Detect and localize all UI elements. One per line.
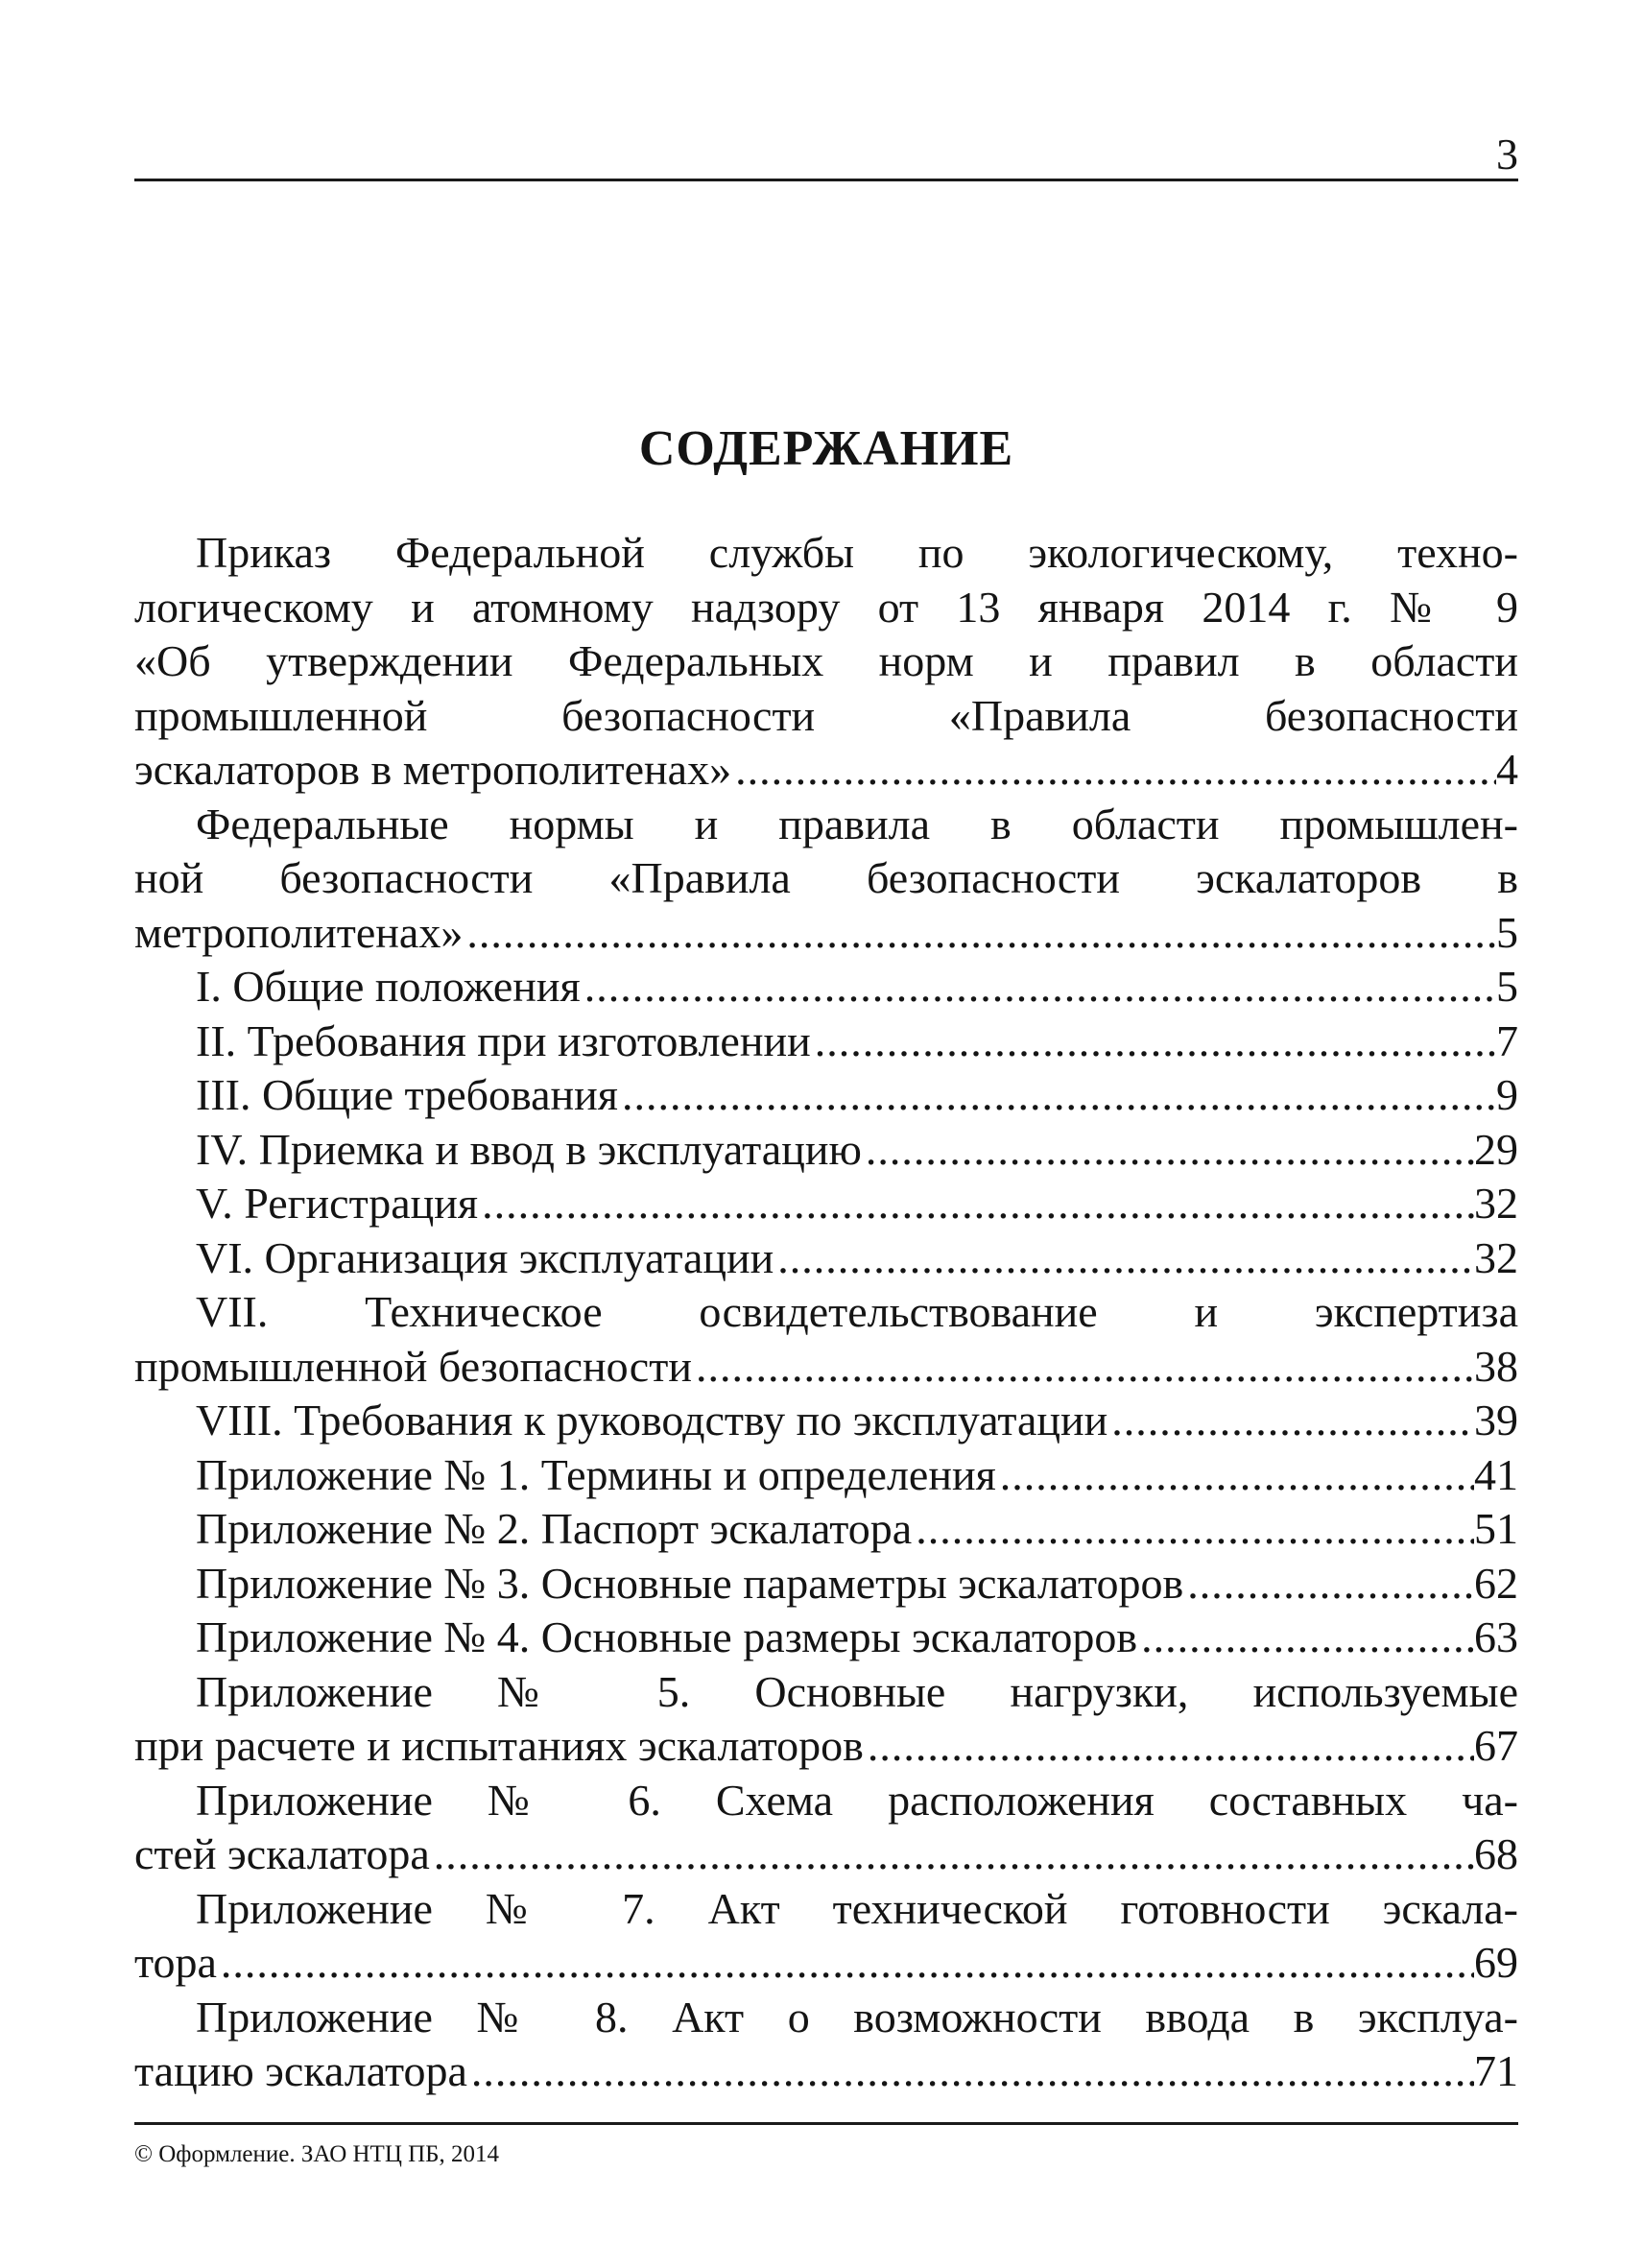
toc-entry-last-line: [134, 960, 1518, 1015]
toc-entry: [134, 1177, 1518, 1231]
dot-leader: [774, 1231, 1474, 1286]
toc-entry: [134, 1611, 1518, 1665]
toc-entry: [134, 1557, 1518, 1611]
toc-entry-text: Федеральные нормы и правила в области промышлен-: [196, 799, 1518, 848]
table-of-contents: [134, 526, 1518, 2099]
toc-entry-text: тацию эскалатора: [134, 2046, 467, 2095]
toc-entry-text: Приложение № 6. Схема расположения составных ча-: [196, 1775, 1518, 1825]
toc-page-number: 71: [1474, 2046, 1518, 2095]
page-number: 3: [1496, 130, 1518, 179]
toc-entry: [134, 1015, 1518, 1069]
toc-entry-last-line: [134, 1502, 1518, 1557]
dot-leader: [692, 1340, 1474, 1395]
dot-leader: [467, 2044, 1474, 2099]
dot-leader: [618, 1068, 1496, 1123]
toc-entry-text: «Об утверждении Федеральных норм и правил в области: [134, 636, 1518, 685]
toc-entry-last-line: [134, 1448, 1518, 1503]
toc-entry-text: Приложение № 1. Термины и определения: [196, 1449, 996, 1499]
toc-entry: [134, 1285, 1518, 1394]
toc-entry: [134, 1123, 1518, 1178]
dot-leader: [811, 1015, 1496, 1069]
toc-entry: [134, 1448, 1518, 1503]
toc-entry: [134, 798, 1518, 961]
toc-entry-text: ной безопасности «Правила безопасности эскалаторов в: [134, 853, 1518, 902]
toc-entry-text: Приказ Федеральной службы по экологическому, техно-: [196, 528, 1518, 577]
dot-leader: [217, 1936, 1474, 1991]
toc-entry: [134, 1991, 1518, 2099]
toc-entry-text: логическому и атомному надзору от 13 января 2014 г. № 9: [134, 582, 1518, 632]
toc-entry-text: тора: [134, 1938, 217, 1987]
toc-entry-text: VII. Техническое освидетельствование и экспертиза: [196, 1287, 1518, 1336]
header-rule: [134, 179, 1518, 181]
dot-leader: [1183, 1557, 1474, 1611]
toc-entry-text: III. Общие требования: [196, 1070, 618, 1119]
toc-entry-last-line: [134, 1123, 1518, 1178]
toc-entry-last-line: [134, 1015, 1518, 1069]
toc-page-number: 63: [1474, 1612, 1518, 1661]
toc-entry: [134, 1068, 1518, 1123]
toc-entry-last-line: [134, 906, 1518, 961]
toc-page-number: 9: [1496, 1070, 1518, 1119]
toc-entry-last-line: [134, 1611, 1518, 1665]
dot-leader: [912, 1502, 1474, 1557]
toc-entry-text: VI. Организация эксплуатации: [196, 1232, 774, 1282]
toc-entry: [134, 960, 1518, 1015]
toc-entry: [134, 1882, 1518, 1991]
toc-entry-text: метрополитенах»: [134, 907, 464, 957]
dot-leader: [864, 1719, 1474, 1774]
toc-entry-last-line: [134, 2044, 1518, 2099]
toc-entry: [134, 1394, 1518, 1448]
toc-page-number: 5: [1496, 907, 1518, 957]
toc-entry-last-line: [134, 1340, 1518, 1395]
toc-entry-text: V. Регистрация: [196, 1179, 479, 1228]
dot-leader: [478, 1177, 1474, 1231]
dot-leader: [862, 1123, 1474, 1178]
toc-entry-text: VIII. Требования к руководству по эксплуатации: [196, 1396, 1108, 1444]
toc-entry-last-line: [134, 1394, 1518, 1448]
toc-entry-text: Приложение № 7. Акт технической готовности эскала-: [196, 1883, 1518, 1933]
toc-page-number: 67: [1474, 1721, 1518, 1770]
toc-entry-text: промышленной безопасности «Правила безопасности: [134, 690, 1518, 740]
toc-entry-last-line: [134, 1177, 1518, 1231]
toc-entry-last-line: [134, 1719, 1518, 1774]
toc-entry-text: промышленной безопасности: [134, 1341, 692, 1391]
dot-leader: [996, 1448, 1474, 1503]
toc-page-number: 41: [1474, 1449, 1518, 1499]
toc-entry: [134, 1231, 1518, 1286]
toc-entry: [134, 526, 1518, 798]
footer-rule: [134, 2122, 1518, 2125]
toc-entry: [134, 1502, 1518, 1557]
toc-page-number: 4: [1496, 745, 1518, 794]
toc-entry-text: II. Требования при изготовлении: [196, 1015, 811, 1065]
toc-entry-last-line: [134, 1827, 1518, 1882]
toc-entry-text: IV. Приемка и ввод в эксплуатацию: [196, 1124, 862, 1174]
dot-leader: [1137, 1611, 1474, 1665]
toc-entry-text: при расчете и испытаниях эскалаторов: [134, 1721, 864, 1770]
toc-page-number: 38: [1474, 1341, 1518, 1391]
toc-entry-text: Приложение № 4. Основные размеры эскалаторов: [196, 1612, 1138, 1661]
toc-entry: [134, 1665, 1518, 1774]
dot-leader: [731, 743, 1496, 798]
toc-entry-text: I. Общие положения: [196, 962, 581, 1011]
toc-entry: [134, 1774, 1518, 1882]
footer-copyright: © Оформление. ЗАО НТЦ ПБ, 2014: [134, 2141, 500, 2167]
toc-page-number: 7: [1496, 1015, 1518, 1065]
toc-entry-text: Приложение № 8. Акт о возможности ввода в эксплуа-: [196, 1992, 1518, 2041]
toc-page-number: 51: [1474, 1504, 1518, 1553]
toc-page-number: 29: [1474, 1124, 1518, 1174]
toc-page-number: 62: [1474, 1558, 1518, 1608]
dot-leader: [1107, 1394, 1474, 1448]
toc-entry-text: эскалаторов в метрополитенах»: [134, 745, 732, 794]
toc-page-number: 5: [1496, 962, 1518, 1011]
toc-page-number: 68: [1474, 1829, 1518, 1878]
page-title: СОДЕРЖАНИЕ: [638, 421, 1014, 476]
toc-entry-text: Приложение № 5. Основные нагрузки, используемые: [196, 1666, 1518, 1716]
dot-leader: [581, 960, 1496, 1015]
toc-entry-text: Приложение № 2. Паспорт эскалатора: [196, 1504, 913, 1553]
toc-page-number: 69: [1474, 1938, 1518, 1987]
toc-entry-text: Приложение № 3. Основные параметры эскалаторов: [196, 1558, 1184, 1608]
toc-entry-last-line: [134, 1231, 1518, 1286]
toc-entry-last-line: [134, 1068, 1518, 1123]
toc-entry-last-line: [134, 1557, 1518, 1611]
dot-leader: [463, 906, 1496, 961]
toc-entry-last-line: [134, 1936, 1518, 1991]
toc-entry-last-line: [134, 743, 1518, 798]
toc-page-number: 32: [1474, 1232, 1518, 1282]
toc-entry-text: стей эскалатора: [134, 1829, 430, 1878]
dot-leader: [430, 1827, 1474, 1882]
toc-page-number: 32: [1474, 1179, 1518, 1228]
toc-page-number: 39: [1474, 1396, 1518, 1444]
